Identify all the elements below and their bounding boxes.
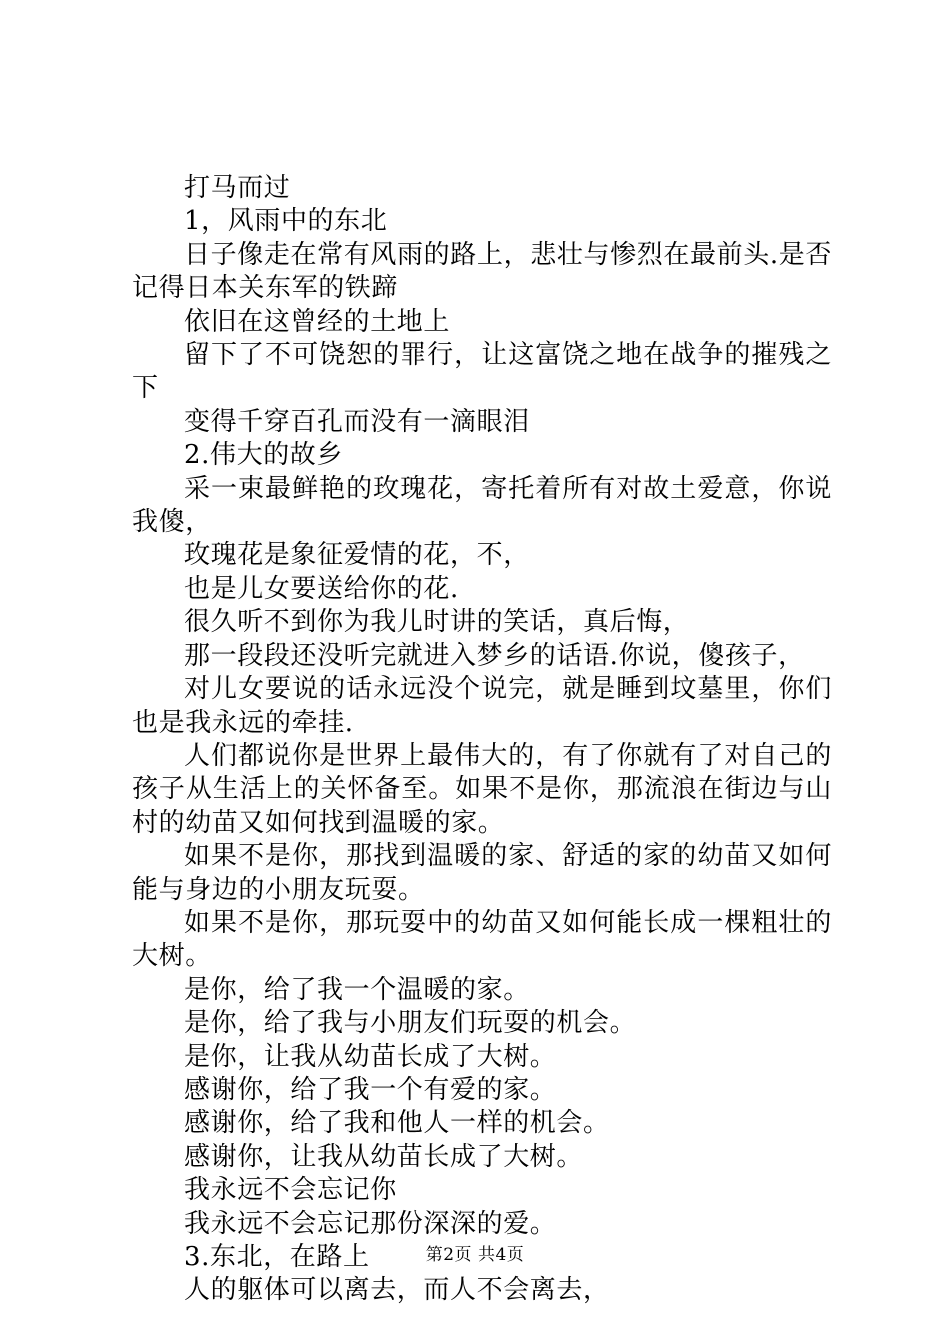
paragraph: 是你，让我从幼苗长成了大树。 (184, 1041, 557, 1072)
paragraph: 留下了不可饶恕的罪行，让这富饶之地在战争的摧残之下 (132, 340, 832, 404)
paragraph: 那一段段还没听完就进入梦乡的话语.你说，傻孩子， (184, 640, 805, 671)
paragraph: 感谢你，给了我和他人一样的机会。 (184, 1108, 610, 1139)
paragraph: 对儿女要说的话永远没个说完，就是睡到坟墓里，你们也是我永远的牵挂. (132, 674, 832, 738)
page-footer (0, 1244, 950, 1266)
paragraph: 感谢你，给了我一个有爱的家。 (184, 1074, 557, 1105)
paragraph: 变得千穿百孔而没有一滴眼泪 (184, 406, 530, 437)
paragraph: 是你，给了我一个温暖的家。 (184, 974, 530, 1005)
page-number: 第2页 共4页 (425, 1245, 525, 1265)
paragraph: 我永远不会忘记你 (184, 1175, 397, 1206)
section-heading: 3.东北，在路上 (184, 1242, 370, 1272)
paragraph: 打马而过 (184, 173, 291, 203)
paragraph: 玫瑰花是象征爱情的花，不， (184, 540, 530, 571)
paragraph: 采一束最鲜艳的玫瑰花，寄托着所有对故土爱意，你说我傻， (132, 473, 832, 538)
paragraph: 我永远不会忘记那份深深的爱。 (184, 1208, 557, 1239)
paragraph: 如果不是你，那玩耍中的幼苗又如何能长成一棵粗壮的大树。 (132, 907, 832, 972)
paragraph: 如果不是你，那找到温暖的家、舒适的家的幼苗又如何能与身边的小朋友玩耍。 (132, 841, 832, 905)
paragraph: 人的躯体可以离去，而人不会离去， (184, 1275, 610, 1306)
section-heading: 1，风雨中的东北 (184, 206, 388, 237)
paragraph: 很久听不到你为我儿时讲的笑话，真后悔， (184, 607, 690, 638)
paragraph: 日子像走在常有风雨的路上，悲壮与惨烈在最前头.是否记得日本关东军的铁蹄 (132, 239, 832, 304)
section-heading: 2.伟大的故乡 (184, 440, 344, 471)
paragraph: 依旧在这曾经的土地上 (184, 306, 451, 337)
paragraph: 是你，给了我与小朋友们玩耍的机会。 (184, 1008, 637, 1039)
document-body (132, 172, 832, 1308)
paragraph: 感谢你，让我从幼苗长成了大树。 (184, 1141, 584, 1172)
paragraph: 人们都说你是世界上最伟大的，有了你就有了对自己的孩子从生活上的关怀备至。如果不是你，那流浪在街边与山村的幼苗又如何找到温暖的家。 (132, 740, 832, 838)
paragraph: 也是儿女要送给你的花. (184, 573, 459, 604)
